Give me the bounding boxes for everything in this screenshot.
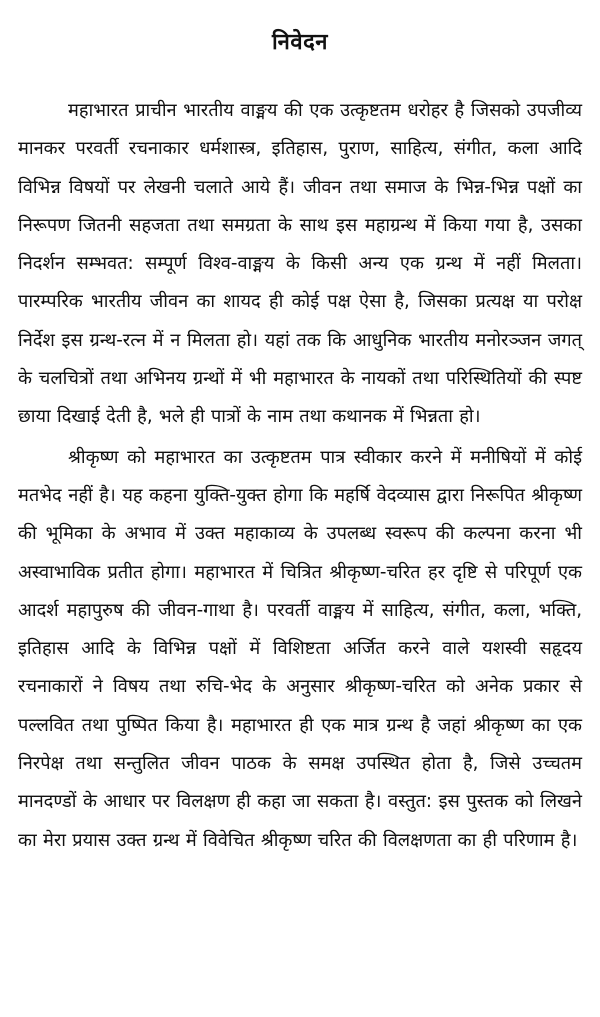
page-title: निवेदन <box>271 30 329 55</box>
paragraph-1: महाभारत प्राचीन भारतीय वाङ्मय की एक उत्कृष्टतम धरोहर है जिसको उपजीव्य मानकर परवर्ती रचनाकार धर्मशास्त्र, इतिहास, पुराण, साहित्य, संगीत, कला आदि विभिन्न विषयों पर लेखनी चलाते आये हैं। जीवन तथा समाज के भिन्न-भिन्न पक्षों का निरूपण जितनी सहजता तथा समग्रता के साथ इस महाग्रन्थ में किया गया है, उसका निदर्शन सम्भवत: सम्पूर्ण विश्व-वाङ्मय के किसी अन्य एक ग्रन्थ में नहीं मिलता। पारम्परिक भारतीय जीवन का शायद ही कोई पक्ष ऐसा है, जिसका प्रत्यक्ष या परोक्ष निर्देश इस ग्रन्थ-रत्न में न मिलता हो। यहां तक कि आधुनिक भारतीय मनोरञ्जन जगत् के चलचित्रों तथा अभिनय ग्रन्थों में भी महाभारत के नायकों तथा परिस्थितियों की स्पष्ट छाया दिखाई देती है, भले ही पात्रों के नाम तथा कथानक में भिन्नता हो। <box>18 100 582 428</box>
paragraph-2: श्रीकृष्ण को महाभारत का उत्कृष्टतम पात्र स्वीकार करने में मनीषियों में कोई मतभेद नहीं है। यह कहना युक्ति-युक्त होगा कि महर्षि वेदव्यास द्वारा निरूपित श्रीकृष्ण की भूमिका के अभाव में उक्त महाकाव्य के उपलब्ध स्वरूप की कल्पना करना भी अस्वाभाविक प्रतीत होगा। महाभारत में चित्रित श्रीकृष्ण-चरित हर दृष्टि से परिपूर्ण एक आदर्श महापुरुष की जीवन-गाथा है। परवर्ती वाङ्मय में साहित्य, संगीत, कला, भक्ति, इतिहास आदि के विभिन्न पक्षों में विशिष्टता अर्जित करने वाले यशस्वी सहृदय रचनाकारों ने विषय तथा रुचि-भेद के अनुसार श्रीकृष्ण-चरित को अनेक प्रकार से पल्लवित तथा पुष्पित किया है। महाभारत ही एक मात्र ग्रन्थ है जहां श्रीकृष्ण का एक निरपेक्ष तथा सन्तुलित जीवन पाठक के समक्ष उपस्थित होता है, जिसे उच्चतम मानदण्डों के आधार पर विलक्षण ही कहा जा सकता है। वस्तुत: इस पुस्तक को लिखने का मेरा प्रयास उक्त ग्रन्थ में विवेचित श्रीकृष्ण चरित की विलक्षणता का ही परिणाम है। <box>18 446 582 851</box>
